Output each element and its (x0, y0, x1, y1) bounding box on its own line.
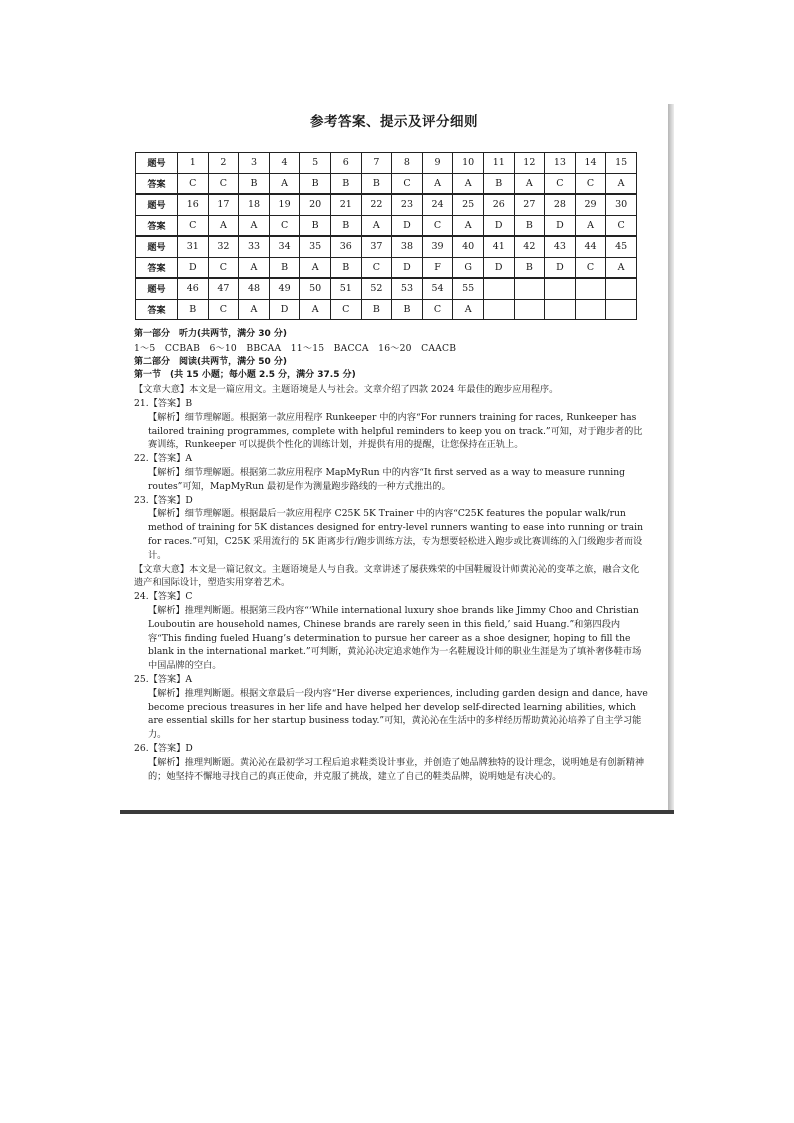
question-number-cell: 15 (606, 153, 637, 174)
question-number-cell: 4 (269, 153, 300, 174)
answer-cell: A (239, 257, 270, 278)
question-number-cell: 30 (606, 194, 637, 215)
table-row (136, 173, 637, 194)
answer-cell: D (483, 215, 514, 236)
question-number-cell: 10 (453, 153, 484, 174)
answer-cell: A (575, 215, 606, 236)
question-number-cell: 47 (208, 278, 239, 299)
question-number-cell: 25 (453, 194, 484, 215)
answer-cell: A (300, 257, 331, 278)
answer-cell: C (575, 173, 606, 194)
answer-cell: A (269, 173, 300, 194)
answer-cell: B (178, 299, 209, 320)
q24-explanation: 【解析】推理判断题。根据第三段内容“‘While international luxury shoe brands like Jimmy Choo and Christian Louboutin are household names, Chinese brands are rarely seen in this field,’ said Huang.”和第四段内容“This finding fueled Huang’s determination to pursue her career as a shoe designer, hoping to fill the blank in the international market.”可判断，黄沁沁决定追求她作为一名鞋履设计师的职业生涯是为了填补奢侈鞋市场中国品牌的空白。 (148, 604, 642, 672)
table-row (136, 215, 637, 236)
answer-cell: A (453, 215, 484, 236)
answer-cell: C (178, 215, 209, 236)
question-number-cell: 32 (208, 236, 239, 257)
question-number-cell: 21 (330, 194, 361, 215)
answer-cell: A (300, 299, 331, 320)
question-number-cell: 8 (392, 153, 423, 174)
question-number-cell (606, 278, 637, 299)
q22-explanation: 【解析】细节理解题。根据第二款应用程序 MapMyRun 中的内容“It first served as a way to measure running routes”可知，MapMyRun 最初是作为测量跑步路线的一种方式推出的。 (148, 466, 626, 492)
question-number-cell: 18 (239, 194, 270, 215)
q26-explanation: 【解析】推理判断题。黄沁沁在最初学习工程后追求鞋类设计事业，并创造了她品牌独特的设计理念，说明她是有创新精神的；她坚持不懈地寻找自己的真正使命，并克服了挑战，建立了自己的鞋类品牌，说明她是有决心的。 (148, 756, 645, 782)
answer-cell: B (330, 257, 361, 278)
question-number-cell: 24 (422, 194, 453, 215)
question-number-header: 题号 (136, 236, 178, 257)
question-number-cell: 26 (483, 194, 514, 215)
table-row (136, 194, 637, 215)
answer-cell: C (575, 257, 606, 278)
question-number-cell: 3 (239, 153, 270, 174)
answer-cell: C (208, 299, 239, 320)
page-title: 参考答案、提示及评分细则 (310, 114, 478, 130)
question-number-header: 题号 (136, 194, 178, 215)
question-number-cell: 37 (361, 236, 392, 257)
q26-answer: 26.【答案】D (134, 742, 193, 754)
question-number-cell: 11 (483, 153, 514, 174)
question-number-cell: 5 (300, 153, 331, 174)
section1-heading: 第一节 (共 15 小题；每小题 2.5 分，满分 37.5 分) (134, 370, 356, 381)
answer-cell: D (269, 299, 300, 320)
answer-cell (545, 299, 576, 320)
answer-cell: F (422, 257, 453, 278)
answer-cell: C (392, 173, 423, 194)
answer-cell: A (453, 299, 484, 320)
question-number-cell: 45 (606, 236, 637, 257)
question-number-cell: 27 (514, 194, 545, 215)
question-number-cell: 12 (514, 153, 545, 174)
answer-cell: D (392, 215, 423, 236)
answer-cell: C (208, 257, 239, 278)
table-row (136, 278, 637, 299)
question-number-cell: 23 (392, 194, 423, 215)
answer-cell: B (361, 173, 392, 194)
answer-cell (483, 299, 514, 320)
answer-cell: D (545, 257, 576, 278)
question-number-cell (514, 278, 545, 299)
question-number-cell: 22 (361, 194, 392, 215)
question-number-cell: 38 (392, 236, 423, 257)
q25-answer: 25.【答案】A (134, 673, 192, 685)
answer-cell: D (392, 257, 423, 278)
q25-explanation: 【解析】推理判断题。根据文章最后一段内容“Her diverse experiences, including garden design and dance, have become precious treasures in her life and have helped her develop self-directed learning abilities, which are essential skills for her startup business today.”可知，黄沁沁在生活中的多样经历帮助黄沁沁培养了自主学习能力。 (148, 687, 648, 741)
q21-explanation: 【解析】细节理解题。根据第一款应用程序 Runkeeper 中的内容“For runners training for races, Runkeeper has tailored training programmes, complete with helpful reminders to keep you on track.”可知，对于跑步者的比赛训练，Runkeeper 可以提供个性化的训练计划，并提供有用的提醒，让您保持在正轨上。 (148, 411, 643, 451)
answer-cell: A (422, 173, 453, 194)
answer-cell: C (178, 173, 209, 194)
answer-cell: A (361, 215, 392, 236)
q24-answer: 24.【答案】C (134, 591, 193, 603)
question-number-cell: 1 (178, 153, 209, 174)
question-number-cell: 50 (300, 278, 331, 299)
q21-answer: 21.【答案】B (134, 397, 193, 409)
answer-cell: C (269, 215, 300, 236)
question-number-cell: 14 (575, 153, 606, 174)
part2-heading: 第二部分 阅读(共两节，满分 50 分) (134, 356, 288, 367)
answer-cell: C (606, 215, 637, 236)
answer-cell: D (545, 215, 576, 236)
question-number-cell: 40 (453, 236, 484, 257)
question-number-cell: 51 (330, 278, 361, 299)
answer-cell: D (178, 257, 209, 278)
question-number-cell: 34 (269, 236, 300, 257)
answer-cell: B (300, 173, 331, 194)
answer-cell: A (239, 299, 270, 320)
page-bottom-rule (120, 810, 674, 814)
question-number-cell: 43 (545, 236, 576, 257)
table-row (136, 257, 637, 278)
answer-cell (575, 299, 606, 320)
answer-cell: C (545, 173, 576, 194)
question-number-cell: 49 (269, 278, 300, 299)
question-number-cell: 2 (208, 153, 239, 174)
question-number-cell: 7 (361, 153, 392, 174)
question-number-cell: 31 (178, 236, 209, 257)
question-number-cell (575, 278, 606, 299)
listening-answers: 1～5 CCBAB 6～10 BBCAA 11～15 BACCA 16～20 CAACB (134, 342, 457, 354)
answer-cell (514, 299, 545, 320)
question-number-cell: 16 (178, 194, 209, 215)
question-number-cell: 19 (269, 194, 300, 215)
answer-cell: B (239, 173, 270, 194)
answer-cell: B (269, 257, 300, 278)
question-number-cell: 39 (422, 236, 453, 257)
answer-cell: C (330, 299, 361, 320)
question-number-cell: 48 (239, 278, 270, 299)
question-number-header: 题号 (136, 153, 178, 174)
answer-cell: G (453, 257, 484, 278)
answer-cell: B (330, 173, 361, 194)
question-number-cell: 55 (453, 278, 484, 299)
answer-cell: B (514, 257, 545, 278)
answer-table (135, 152, 637, 320)
q22-answer: 22.【答案】A (134, 453, 192, 465)
answer-cell: D (483, 257, 514, 278)
question-number-cell: 36 (330, 236, 361, 257)
question-number-cell: 13 (545, 153, 576, 174)
main-idea-passage-b: 【文章大意】本文是一篇记叙文。主题语境是人与自我。文章讲述了屡获殊荣的中国鞋履设计师黄沁沁的变革之旅，融合文化遗产和国际设计，塑造实用穿着艺术。 (134, 563, 640, 589)
question-number-cell: 20 (300, 194, 331, 215)
question-number-cell: 29 (575, 194, 606, 215)
answer-cell: B (483, 173, 514, 194)
answer-cell: A (514, 173, 545, 194)
q23-answer: 23.【答案】D (134, 494, 193, 506)
answer-header: 答案 (136, 257, 178, 278)
question-number-cell: 41 (483, 236, 514, 257)
question-number-cell: 9 (422, 153, 453, 174)
question-number-cell: 28 (545, 194, 576, 215)
answer-cell (606, 299, 637, 320)
question-number-cell: 17 (208, 194, 239, 215)
question-number-cell: 53 (392, 278, 423, 299)
answer-cell: A (606, 257, 637, 278)
answer-cell: A (239, 215, 270, 236)
answer-cell: C (208, 173, 239, 194)
answer-cell: A (208, 215, 239, 236)
page-shadow-right (668, 104, 674, 814)
table-row (136, 236, 637, 257)
answer-cell: B (330, 215, 361, 236)
answer-cell: B (392, 299, 423, 320)
question-number-cell: 33 (239, 236, 270, 257)
answer-cell: C (361, 257, 392, 278)
answer-cell: C (422, 215, 453, 236)
question-number-cell: 44 (575, 236, 606, 257)
question-number-cell: 6 (330, 153, 361, 174)
question-number-cell (545, 278, 576, 299)
answer-header: 答案 (136, 299, 178, 320)
main-idea-passage-a: 【文章大意】本文是一篇应用文。主题语境是人与社会。文章介绍了四款 2024 年最佳的跑步应用程序。 (134, 384, 559, 396)
question-number-cell: 42 (514, 236, 545, 257)
table-row (136, 299, 637, 320)
answer-cell: B (361, 299, 392, 320)
question-number-cell: 54 (422, 278, 453, 299)
question-number-cell (483, 278, 514, 299)
answer-cell: A (606, 173, 637, 194)
answer-cell: B (514, 215, 545, 236)
explanation-content (134, 328, 648, 783)
answer-cell: C (422, 299, 453, 320)
question-number-cell: 46 (178, 278, 209, 299)
question-number-cell: 35 (300, 236, 331, 257)
answer-header: 答案 (136, 173, 178, 194)
answer-cell: A (453, 173, 484, 194)
q23-explanation: 【解析】细节理解题。根据最后一款应用程序 C25K 5K Trainer 中的内容“C25K features the popular walk/run method of training for 5K distances designed for entry-level runners wanting to ease into running or train for races.”可知，C25K 采用流行的 5K 距离步行/跑步训练方法，专为想要轻松进入跑步或比赛训练的入门级跑步者而设计。 (148, 508, 643, 561)
answer-header: 答案 (136, 215, 178, 236)
part1-heading: 第一部分 听力(共两节，满分 30 分) (134, 329, 288, 339)
table-row (136, 153, 637, 174)
question-number-header: 题号 (136, 278, 178, 299)
question-number-cell: 52 (361, 278, 392, 299)
answer-cell: B (300, 215, 331, 236)
